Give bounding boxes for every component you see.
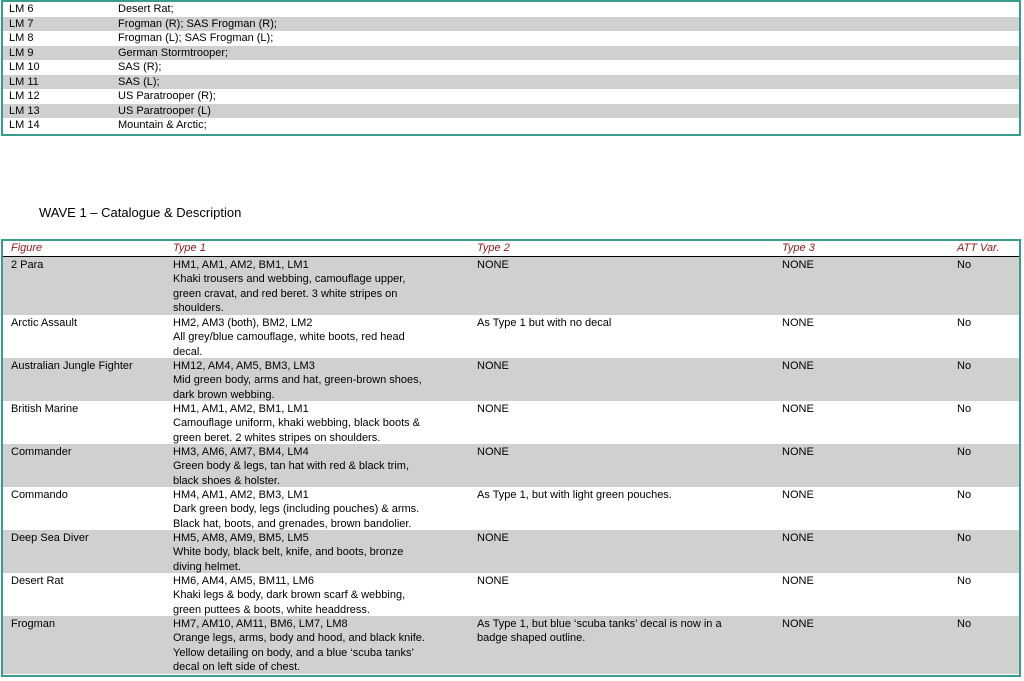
- list-item: [3, 31, 1019, 46]
- cell-line: HM7, AM10, AM11, BM6, LM7, LM8: [173, 618, 348, 630]
- cell-figure: Deep Sea Diver: [11, 532, 89, 544]
- lm-code: LM 13: [9, 104, 40, 117]
- lm-code: LM 9: [9, 46, 34, 59]
- lm-code: LM 12: [9, 90, 40, 102]
- lm-code: LM 10: [9, 61, 40, 73]
- cell-line: black shoes & holster.: [173, 474, 281, 487]
- cell-line: decal on left side of chest.: [173, 660, 301, 673]
- cell-type2: [477, 617, 777, 646]
- cell-line: HM12, AM4, AM5, BM3, LM3: [173, 360, 315, 372]
- cell-line: As Type 1, but blue ‘scuba tanks’ decal is now in a: [477, 618, 722, 630]
- cell-type3: NONE: [782, 259, 814, 271]
- table-row: [3, 487, 1019, 530]
- cell-line: Green body & legs, tan hat with red & black trim,: [173, 460, 410, 473]
- table-row: [3, 315, 1019, 358]
- cell-line: As Type 1 but with no decal: [477, 317, 612, 329]
- table-row: [3, 616, 1019, 674]
- cell-line: green beret. 2 whites stripes on shoulders.: [173, 431, 381, 444]
- cell-att-var: No: [957, 575, 972, 587]
- cell-att-var: No: [957, 317, 972, 329]
- cell-type1: [173, 258, 473, 315]
- cell-type2: [477, 488, 777, 502]
- cell-line: HM5, AM8, AM9, BM5, LM5: [173, 532, 309, 544]
- cell-line: HM3, AM6, AM7, BM4, LM4: [173, 446, 309, 458]
- cell-line: green puttees & boots, white headdress.: [173, 603, 370, 616]
- cell-line: As Type 1, but with light green pouches.: [477, 489, 672, 501]
- lm-code-list: [1, 0, 1021, 136]
- cell-line: decal.: [173, 345, 203, 358]
- cell-line: HM4, AM1, AM2, BM3, LM1: [173, 489, 309, 501]
- cell-line: White body, black belt, knife, and boots, bronze: [173, 546, 404, 559]
- lm-name: SAS (L);: [118, 75, 160, 88]
- cell-line: Khaki legs & body, dark brown scarf & webbing,: [173, 589, 406, 602]
- cell-type2: [477, 316, 777, 330]
- cell-line: Mid green body, arms and hat, green-brown shoes,: [173, 374, 422, 387]
- cell-line: NONE: [477, 259, 509, 271]
- lm-name: Desert Rat;: [118, 3, 174, 15]
- table-row: [3, 401, 1019, 444]
- cell-type3: NONE: [782, 403, 814, 415]
- cell-line: NONE: [477, 532, 509, 544]
- cell-type3: NONE: [782, 360, 814, 372]
- cell-figure: Commando: [11, 489, 68, 501]
- list-item: [3, 104, 1019, 119]
- cell-line: diving helmet.: [173, 560, 241, 573]
- cell-type3: NONE: [782, 446, 814, 458]
- cell-figure: Arctic Assault: [11, 317, 78, 329]
- cell-line: NONE: [477, 403, 509, 415]
- section-heading: WAVE 1 – Catalogue & Description: [39, 205, 242, 220]
- cell-figure: Australian Jungle Fighter: [11, 360, 133, 372]
- cell-type1: [173, 617, 473, 674]
- cell-type1: [173, 402, 473, 445]
- lm-name: Frogman (R); SAS Frogman (R);: [118, 17, 277, 30]
- cell-line: shoulders.: [173, 301, 224, 314]
- cell-figure: British Marine: [11, 403, 79, 415]
- cell-att-var: No: [957, 360, 972, 372]
- cell-line: All grey/blue camouflage, white boots, red head: [173, 331, 405, 344]
- cell-line: Camouflage uniform, khaki webbing, black boots &: [173, 417, 421, 430]
- cell-type2: [477, 531, 777, 545]
- cell-att-var: No: [957, 403, 972, 415]
- header-figure: Figure: [11, 242, 43, 254]
- cell-line: Yellow detailing on body, and a blue ‘scuba tanks’: [173, 646, 414, 659]
- list-item: [3, 89, 1019, 104]
- cell-line: NONE: [477, 446, 509, 458]
- list-item: [3, 118, 1019, 133]
- lm-name: US Paratrooper (L): [118, 104, 211, 117]
- cell-line: HM1, AM1, AM2, BM1, LM1: [173, 259, 309, 271]
- header-type1: Type 1: [173, 242, 206, 254]
- cell-line: HM6, AM4, AM5, BM11, LM6: [173, 575, 315, 587]
- list-item: [3, 2, 1019, 17]
- list-item: [3, 60, 1019, 75]
- cell-att-var: No: [957, 259, 972, 271]
- lm-name: US Paratrooper (R);: [118, 90, 216, 102]
- cell-line: Khaki trousers and webbing, camouflage upper,: [173, 273, 406, 286]
- cell-type2: [477, 445, 777, 459]
- cell-line: HM1, AM1, AM2, BM1, LM1: [173, 403, 309, 415]
- cell-line: Black hat, boots, and grenades, brown bandolier.: [173, 517, 412, 530]
- lm-code: LM 11: [9, 75, 39, 88]
- lm-name: German Stormtrooper;: [118, 46, 229, 59]
- cell-figure: Desert Rat: [11, 575, 64, 587]
- table-row: [3, 573, 1019, 616]
- lm-code: LM 14: [9, 119, 40, 131]
- cell-type2: [477, 258, 777, 272]
- lm-name: SAS (R);: [118, 61, 162, 73]
- cell-type3: NONE: [782, 575, 814, 587]
- cell-line: HM2, AM3 (both), BM2, LM2: [173, 317, 313, 329]
- cell-line: NONE: [477, 575, 509, 587]
- cell-type1: [173, 488, 473, 531]
- list-item: [3, 46, 1019, 61]
- cell-line: dark brown webbing.: [173, 388, 275, 401]
- table-row: [3, 257, 1019, 315]
- header-att-var: ATT Var.: [957, 242, 1000, 254]
- cell-type3: NONE: [782, 317, 814, 329]
- cell-line: green cravat, and red beret. 3 white stripes on: [173, 287, 398, 300]
- cell-type2: [477, 402, 777, 416]
- header-type2: Type 2: [477, 242, 510, 254]
- table-header-row: [3, 241, 1019, 257]
- cell-att-var: No: [957, 446, 972, 458]
- cell-figure: 2 Para: [11, 259, 44, 271]
- cell-type1: [173, 445, 473, 488]
- cell-att-var: No: [957, 489, 972, 501]
- lm-name: Mountain & Arctic;: [118, 119, 207, 131]
- cell-figure: Commander: [11, 446, 72, 458]
- cell-line: Dark green body, legs (including pouches) & arms.: [173, 503, 420, 516]
- cell-line: Orange legs, arms, body and hood, and black knife.: [173, 632, 425, 645]
- list-item: [3, 75, 1019, 90]
- cell-figure: Frogman: [11, 618, 56, 630]
- cell-att-var: No: [957, 618, 972, 630]
- cell-type1: [173, 574, 473, 617]
- cell-type1: [173, 316, 473, 359]
- cell-line: NONE: [477, 360, 509, 372]
- cell-type3: NONE: [782, 489, 814, 501]
- table-row: [3, 530, 1019, 573]
- table-row: [3, 358, 1019, 401]
- lm-name: Frogman (L); SAS Frogman (L);: [118, 32, 274, 44]
- lm-code: LM 8: [9, 32, 34, 44]
- lm-code: LM 7: [9, 17, 34, 30]
- lm-code: LM 6: [9, 3, 34, 15]
- cell-att-var: No: [957, 532, 972, 544]
- table-row: [3, 444, 1019, 487]
- cell-type1: [173, 359, 473, 402]
- cell-type2: [477, 359, 777, 373]
- cell-type1: [173, 531, 473, 574]
- cell-type3: NONE: [782, 532, 814, 544]
- cell-type3: NONE: [782, 618, 814, 630]
- cell-line: badge shaped outline.: [477, 632, 586, 645]
- catalogue-table: [1, 239, 1021, 677]
- header-type3: Type 3: [782, 242, 815, 254]
- list-item: [3, 17, 1019, 32]
- cell-type2: [477, 574, 777, 588]
